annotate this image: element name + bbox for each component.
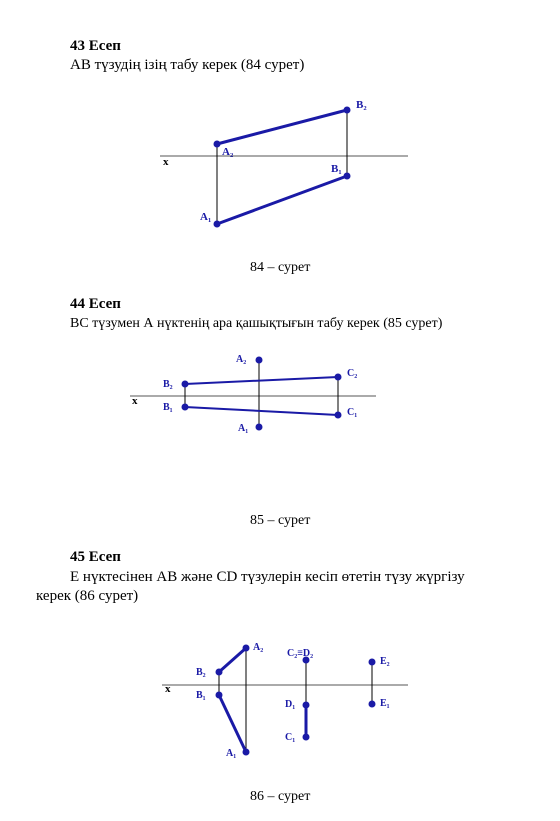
figure-85-caption: 85 – сурет [250,513,311,528]
label-a2: A₂ [236,354,247,365]
problem-45-text-line1: Е нүктесінен АВ және СD түзулерін кесіп өтетін түзу жүргізу [70,569,465,585]
point-c1 [303,734,310,741]
label-b1: B₁ [331,163,342,175]
label-c2: C₂ [347,368,358,379]
point-e2 [369,659,376,666]
line-a2b2 [219,648,246,672]
point-b1 [216,692,223,699]
label-a1: A₁ [238,423,249,434]
problem-45-text-line2: керек (86 сурет) [36,588,139,604]
label-b2: B₂ [196,667,206,678]
label-a1: A₁ [226,748,237,759]
problem-45-title: 45 Есеп [70,549,121,565]
label-c1: C₁ [285,732,296,743]
figure-86-caption: 86 – сурет [250,789,311,804]
problem-44-text: ВС түзумен А нүктенің ара қашықтығын табу керек (85 сурет) [70,316,443,331]
label-a2: A₂ [253,642,264,653]
label-b1: B₁ [196,690,206,701]
problem-43-text: АВ түзудің ізің табу керек (84 сурет) [70,57,305,73]
label-a2: A₂ [222,146,234,158]
line-a1b1 [219,695,246,752]
label-c2d2: C₂≡D₂ [287,648,314,659]
axis-x-label: x [132,395,138,407]
problem-44-title: 44 Есеп [70,296,121,312]
point-a2 [243,645,250,652]
axis-x-label: x [163,156,169,168]
label-e1: E₁ [380,698,390,709]
point-a1 [243,749,250,756]
label-b2: B₂ [356,99,367,111]
point-d1 [303,702,310,709]
label-b2: B₂ [163,379,173,390]
problem-43-title: 43 Есеп [70,38,121,54]
axis-x-label: x [165,683,171,695]
label-e2: E₂ [380,656,390,667]
label-b1: B₁ [163,402,173,413]
point-b2 [216,669,223,676]
label-d1: D₁ [285,699,296,710]
label-a1: A₁ [200,211,212,223]
figure-84-caption: 84 – сурет [250,260,311,275]
label-c1: C₁ [347,407,358,418]
point-e1 [369,701,376,708]
